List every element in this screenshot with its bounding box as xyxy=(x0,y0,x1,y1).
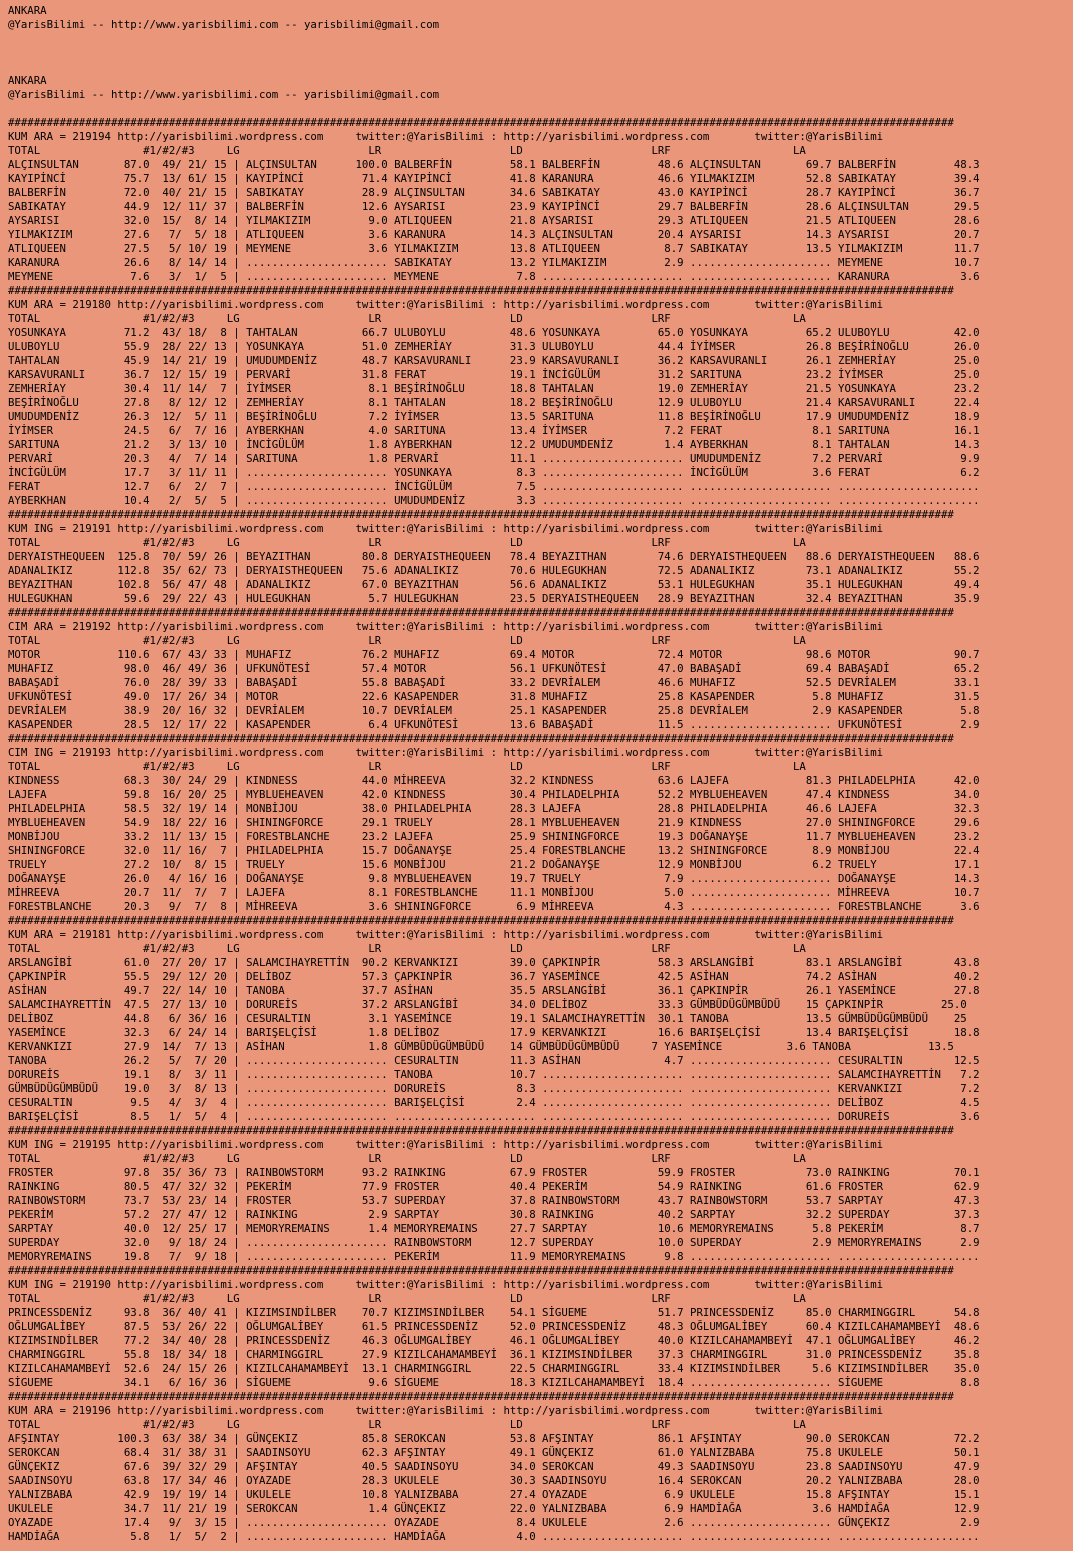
text-line: BABAŞADİ 76.0 28/ 39/ 33 | BABAŞADİ 55.8 BABAŞADİ 33.2 DEVRİALEM 46.6 MUHAFIZ 52.5 DEVRİALEM 33.1 xyxy=(8,676,980,689)
text-line: TANOBA 26.2 5/ 7/ 20 | ...................... CESURALTIN 11.3 ASİHAN 4.7 ...................... CESURALTIN 12.5 xyxy=(8,1054,980,1067)
text-line: DELİBOZ 44.8 6/ 36/ 16 | CESURALTIN 3.1 YASEMİNCE 19.1 SALAMCIHAYRETTİN 30.1 TANOBA 13.5 GÜMBÜDÜGÜMBÜDÜ 25 xyxy=(8,1012,967,1025)
text-line: KERVANKIZI 27.9 14/ 7/ 13 | ASİHAN 1.8 GÜMBÜDÜGÜMBÜDÜ 14 GÜMBÜDÜGÜMBÜDÜ 7 YASEMİNCE 3.6 TANOBA 13.5 xyxy=(8,1040,954,1053)
column-header-line: TOTAL #1/#2/#3 LG LR LD LRF LA xyxy=(8,536,806,549)
text-line: KASAPENDER 28.5 12/ 17/ 22 | KASAPENDER 6.4 UFKUNÖTESİ 13.6 BABAŞADİ 11.5 ...................... UFKUNÖTESİ 2.9 xyxy=(8,718,980,731)
text-line: ADANALIKIZ 112.8 35/ 62/ 73 | DERYAISTHEQUEEN 75.6 ADANALIKIZ 70.6 HULEGUKHAN 72.5 ADANALIKIZ 73.1 ADANALIKIZ 55.2 xyxy=(8,564,980,577)
text-line: ULUBOYLU 55.9 28/ 22/ 13 | YOSUNKAYA 51.0 ZEMHERİAY 31.3 ULUBOYLU 44.4 İYİMSER 26.8 BEŞİRİNOĞLU 26.0 xyxy=(8,340,980,353)
text-line: AYSARISI 32.0 15/ 8/ 14 | YILMAKIZIM 9.0 ATLIQUEEN 21.8 AYSARISI 29.3 ATLIQUEEN 21.5 ATLIQUEEN 28.6 xyxy=(8,214,980,227)
column-header-line: TOTAL #1/#2/#3 LG LR LD LRF LA xyxy=(8,1292,806,1305)
race-header-line: CIM ARA = 219192 http://yarisbilimi.wordpress.com twitter:@YarisBilimi : http://yarisbilimi.wordpress.com twitter:@YarisBilimi xyxy=(8,620,884,633)
race-header-line: KUM ARA = 219181 http://yarisbilimi.wordpress.com twitter:@YarisBilimi : http://yarisbilimi.wordpress.com twitter:@YarisBilimi xyxy=(8,928,884,941)
text-line: MUHAFIZ 98.0 46/ 49/ 36 | UFKUNÖTESİ 57.4 MOTOR 56.1 UFKUNÖTESİ 47.0 BABAŞADİ 69.4 BABAŞADİ 65.2 xyxy=(8,662,980,675)
text-line: YALNIZBABA 42.9 19/ 19/ 14 | UKULELE 10.8 YALNIZBABA 27.4 OYAZADE 6.9 UKULELE 15.8 AFŞINTAY 15.1 xyxy=(8,1488,980,1501)
text-line: ANKARA xyxy=(8,74,47,87)
text-line: UFKUNÖTESİ 49.0 17/ 26/ 34 | MOTOR 22.6 KASAPENDER 31.8 MUHAFIZ 25.8 KASAPENDER 5.8 MUHAFIZ 31.5 xyxy=(8,690,980,703)
text-line: DEVRİALEM 38.9 20/ 16/ 32 | DEVRİALEM 10.7 DEVRİALEM 25.1 KASAPENDER 25.8 DEVRİALEM 2.9 KASAPENDER 5.8 xyxy=(8,704,980,717)
text-line: OĞLUMGALİBEY 87.5 53/ 26/ 22 | OĞLUMGALİBEY 61.5 PRINCESSDENİZ 52.0 PRINCESSDENİZ 48.3 OĞLUMGALİBEY 60.4 KIZILCAHAMAMBEYİ 48.6 xyxy=(8,1320,980,1333)
text-line: UMUDUMDENİZ 26.3 12/ 5/ 11 | BEŞİRİNOĞLU 7.2 İYİMSER 13.5 SARITUNA 11.8 BEŞİRİNOĞLU 17.9 UMUDUMDENİZ 18.9 xyxy=(8,410,980,423)
text-line: HULEGUKHAN 59.6 29/ 22/ 43 | HULEGUKHAN 5.7 HULEGUKHAN 23.5 DERYAISTHEQUEEN 28.9 BEYAZITHAN 32.4 BEYAZITHAN 35.9 xyxy=(8,592,980,605)
text-line: KAYIPİNCİ 75.7 13/ 61/ 15 | KAYIPİNCİ 71.4 KAYIPİNCİ 41.8 KARANURA 46.6 YILMAKIZIM 52.8 SABIKATAY 39.4 xyxy=(8,172,980,185)
text-line: DERYAISTHEQUEEN 125.8 70/ 59/ 26 | BEYAZITHAN 80.8 DERYAISTHEQUEEN 78.4 BEYAZITHAN 74.6 DERYAISTHEQUEEN 88.6 DERYAISTHEQUEEN 88.6 xyxy=(8,550,980,563)
race-header-line: KUM ARA = 219196 http://yarisbilimi.wordpress.com twitter:@YarisBilimi : http://yarisbilimi.wordpress.com twitter:@YarisBilimi xyxy=(8,1404,884,1417)
separator-line: ################################################################################################################################################### xyxy=(8,1124,954,1137)
text-line: SUPERDAY 32.0 9/ 18/ 24 | ...................... RAINBOWSTORM 12.7 SUPERDAY 10.0 SUPERDAY 2.9 MEMORYREMAINS 2.9 xyxy=(8,1236,980,1249)
text-line: SHININGFORCE 32.0 11/ 16/ 7 | PHILADELPHIA 15.7 DOĞANAYŞE 25.4 FORESTBLANCHE 13.2 SHININGFORCE 8.9 MONBİJOU 22.4 xyxy=(8,844,980,857)
text-line: AFŞINTAY 100.3 63/ 38/ 34 | GÜNÇEKIZ 85.8 SEROKCAN 53.8 AFŞINTAY 86.1 AFŞINTAY 90.0 SEROKCAN 72.2 xyxy=(8,1432,980,1445)
text-line: PEKERİM 57.2 27/ 47/ 12 | RAINKING 2.9 SARPTAY 30.8 RAINKING 40.2 SARPTAY 32.2 SUPERDAY 37.3 xyxy=(8,1208,980,1221)
text-line: RAINBOWSTORM 73.7 53/ 23/ 14 | FROSTER 53.7 SUPERDAY 37.8 RAINBOWSTORM 43.7 RAINBOWSTORM 53.7 SARPTAY 47.3 xyxy=(8,1194,980,1207)
text-line: CESURALTIN 9.5 4/ 3/ 4 | ...................... BARIŞELÇİSİ 2.4 ...................... ...................... DELİBOZ 4.5 xyxy=(8,1096,980,1109)
separator-line: ################################################################################################################################################### xyxy=(8,116,954,129)
text-line: @YarisBilimi -- http://www.yarisbilimi.com -- yarisbilimi@gmail.com xyxy=(8,88,440,101)
text-line: YASEMİNCE 32.3 6/ 24/ 14 | BARIŞELÇİSİ 1.8 DELİBOZ 17.9 KERVANKIZI 16.6 BARIŞELÇİSİ 13.4 BARIŞELÇİSİ 18.8 xyxy=(8,1026,980,1039)
text-line: ARSLANGİBİ 61.0 27/ 20/ 17 | SALAMCIHAYRETTİN 90.2 KERVANKIZI 39.0 ÇAPKINPİR 58.3 ARSLANGİBİ 83.1 ARSLANGİBİ 43.8 xyxy=(8,956,980,969)
race-header-line: KUM ARA = 219194 http://yarisbilimi.wordpress.com twitter:@YarisBilimi : http://yarisbilimi.wordpress.com twitter:@YarisBilimi xyxy=(8,130,884,143)
text-line: OYAZADE 17.4 9/ 3/ 15 | ...................... OYAZADE 8.4 UKULELE 2.6 ...................... GÜNÇEKIZ 2.9 xyxy=(8,1516,980,1529)
text-line: YOSUNKAYA 71.2 43/ 18/ 8 | TAHTALAN 66.7 ULUBOYLU 48.6 YOSUNKAYA 65.0 YOSUNKAYA 65.2 ULUBOYLU 42.0 xyxy=(8,326,980,339)
text-line: DOĞANAYŞE 26.0 4/ 16/ 16 | DOĞANAYŞE 9.8 MYBLUEHEAVEN 19.7 TRUELY 7.9 ...................... DOĞANAYŞE 14.3 xyxy=(8,872,980,885)
text-line: AYBERKHAN 10.4 2/ 5/ 5 | ...................... UMUDUMDENİZ 3.3 ...................... ...................... ...................... xyxy=(8,494,980,507)
separator-line: ################################################################################################################################################### xyxy=(8,1264,954,1277)
text-line: MYBLUEHEAVEN 54.9 18/ 22/ 16 | SHININGFORCE 29.1 TRUELY 28.1 MYBLUEHEAVEN 21.9 KINDNESS 27.0 SHININGFORCE 29.6 xyxy=(8,816,980,829)
text-line: FERAT 12.7 6/ 2/ 7 | ...................... İNCİGÜLÜM 7.5 ...................... ...................... ...................... xyxy=(8,480,980,493)
text-line: MOTOR 110.6 67/ 43/ 33 | MUHAFIZ 76.2 MUHAFIZ 69.4 MOTOR 72.4 MOTOR 98.6 MOTOR 90.7 xyxy=(8,648,980,661)
column-header-line: TOTAL #1/#2/#3 LG LR LD LRF LA xyxy=(8,634,806,647)
text-line: KINDNESS 68.3 30/ 24/ 29 | KINDNESS 44.0 MİHREEVA 32.2 KINDNESS 63.6 LAJEFA 81.3 PHILADELPHIA 42.0 xyxy=(8,774,980,787)
column-header-line: TOTAL #1/#2/#3 LG LR LD LRF LA xyxy=(8,312,806,325)
text-line: ÇAPKINPİR 55.5 29/ 12/ 20 | DELİBOZ 57.3 ÇAPKINPİR 36.7 YASEMİNCE 42.5 ASİHAN 74.2 ASİHAN 40.2 xyxy=(8,970,980,983)
text-line: SARPTAY 40.0 12/ 25/ 17 | MEMORYREMAINS 1.4 MEMORYREMAINS 27.7 SARPTAY 10.6 MEMORYREMAINS 5.8 PEKERİM 8.7 xyxy=(8,1222,980,1235)
text-line: @YarisBilimi -- http://www.yarisbilimi.com -- yarisbilimi@gmail.com xyxy=(8,18,440,31)
text-line: GÜMBÜDÜGÜMBÜDÜ 19.0 3/ 8/ 13 | ...................... DORUREİS 8.3 ...................... ...................... KERVANKIZI 7.2 xyxy=(8,1082,980,1095)
separator-line: ################################################################################################################################################### xyxy=(8,1390,954,1403)
text-line: ATLIQUEEN 27.5 5/ 10/ 19 | MEYMENE 3.6 YILMAKIZIM 13.8 ATLIQUEEN 8.7 SABIKATAY 13.5 YILMAKIZIM 11.7 xyxy=(8,242,980,255)
text-line: BALBERFİN 72.0 40/ 21/ 15 | SABIKATAY 28.9 ALÇINSULTAN 34.6 SABIKATAY 43.0 KAYIPİNCİ 28.7 KAYIPİNCİ 36.7 xyxy=(8,186,980,199)
column-header-line: TOTAL #1/#2/#3 LG LR LD LRF LA xyxy=(8,942,806,955)
race-header-line: KUM ING = 219195 http://yarisbilimi.wordpress.com twitter:@YarisBilimi : http://yarisbilimi.wordpress.com twitter:@YarisBilimi xyxy=(8,1138,884,1151)
text-line: İYİMSER 24.5 6/ 7/ 16 | AYBERKHAN 4.0 SARITUNA 13.4 İYİMSER 7.2 FERAT 8.1 SARITUNA 16.1 xyxy=(8,424,980,437)
text-line: İNCİGÜLÜM 17.7 3/ 11/ 11 | ...................... YOSUNKAYA 8.3 ...................... İNCİGÜLÜM 3.6 FERAT 6.2 xyxy=(8,466,980,479)
text-line: SARITUNA 21.2 3/ 13/ 10 | İNCİGÜLÜM 1.8 AYBERKHAN 12.2 UMUDUMDENİZ 1.4 AYBERKHAN 8.1 TAHTALAN 14.3 xyxy=(8,438,980,451)
race-header-line: KUM ING = 219190 http://yarisbilimi.wordpress.com twitter:@YarisBilimi : http://yarisbilimi.wordpress.com twitter:@YarisBilimi xyxy=(8,1278,884,1291)
text-line: SEROKCAN 68.4 31/ 38/ 31 | SAADINSOYU 62.3 AFŞINTAY 49.1 GÜNÇEKIZ 61.0 YALNIZBABA 75.8 UKULELE 50.1 xyxy=(8,1446,980,1459)
text-line: FROSTER 97.8 35/ 36/ 73 | RAINBOWSTORM 93.2 RAINKING 67.9 FROSTER 59.9 FROSTER 73.0 RAINKING 70.1 xyxy=(8,1166,980,1179)
text-line: GÜNÇEKIZ 67.6 39/ 32/ 29 | AFŞINTAY 40.5 SAADINSOYU 34.0 SEROKCAN 49.3 SAADINSOYU 23.8 SAADINSOYU 47.9 xyxy=(8,1460,980,1473)
blank-line xyxy=(8,46,1073,60)
text-line: KIZILCAHAMAMBEYİ 52.6 24/ 15/ 26 | KIZILCAHAMAMBEYİ 13.1 CHARMINGGIRL 22.5 CHARMINGGIRL 33.4 KIZIMSINDİLBER 5.6 KIZIMSINDİLBER 35.0 xyxy=(8,1362,980,1375)
text-line: RAINKING 80.5 47/ 32/ 32 | PEKERİM 77.9 FROSTER 40.4 PEKERİM 54.9 RAINKING 61.6 FROSTER 62.9 xyxy=(8,1180,980,1193)
text-line: SAADINSOYU 63.8 17/ 34/ 46 | OYAZADE 28.3 UKULELE 30.3 SAADINSOYU 16.4 SEROKCAN 20.2 YALNIZBABA 28.0 xyxy=(8,1474,980,1487)
column-header-line: TOTAL #1/#2/#3 LG LR LD LRF LA xyxy=(8,1152,806,1165)
column-header-line: TOTAL #1/#2/#3 LG LR LD LRF LA xyxy=(8,760,806,773)
column-header-line: TOTAL #1/#2/#3 LG LR LD LRF LA xyxy=(8,1418,806,1431)
text-line: DORUREİS 19.1 8/ 3/ 11 | ...................... TANOBA 10.7 ...................... ...................... SALAMCIHAYRETTİN 7.2 xyxy=(8,1068,980,1081)
text-line: LAJEFA 59.8 16/ 20/ 25 | MYBLUEHEAVEN 42.0 KINDNESS 30.4 PHILADELPHIA 52.2 MYBLUEHEAVEN 47.4 KINDNESS 34.0 xyxy=(8,788,980,801)
text-line: YILMAKIZIM 27.6 7/ 5/ 18 | ATLIQUEEN 3.6 KARANURA 14.3 ALÇINSULTAN 20.4 AYSARISI 14.3 AYSARISI 20.7 xyxy=(8,228,980,241)
text-line: MEYMENE 7.6 3/ 1/ 5 | ...................... MEYMENE 7.8 ...................... ...................... KARANURA 3.6 xyxy=(8,270,980,283)
text-line: SABIKATAY 44.9 12/ 11/ 37 | BALBERFİN 12.6 AYSARISI 23.9 KAYIPİNCİ 29.7 BALBERFİN 28.6 ALÇINSULTAN 29.5 xyxy=(8,200,980,213)
separator-line: ################################################################################################################################################### xyxy=(8,508,954,521)
text-line: BEŞİRİNOĞLU 27.8 8/ 12/ 12 | ZEMHERİAY 8.1 TAHTALAN 18.2 BEŞİRİNOĞLU 12.9 ULUBOYLU 21.4 KARSAVURANLI 22.4 xyxy=(8,396,980,409)
text-line: ANKARA xyxy=(8,4,47,17)
race-header-line: KUM ING = 219191 http://yarisbilimi.wordpress.com twitter:@YarisBilimi : http://yarisbilimi.wordpress.com twitter:@YarisBilimi xyxy=(8,522,884,535)
blank-line xyxy=(8,102,1073,116)
separator-line: ################################################################################################################################################### xyxy=(8,914,954,927)
blank-line xyxy=(8,32,1073,46)
column-header-line: TOTAL #1/#2/#3 LG LR LD LRF LA xyxy=(8,144,806,157)
text-line: MEMORYREMAINS 19.8 7/ 9/ 18 | ...................... PEKERİM 11.9 MEMORYREMAINS 9.8 ...................... ...................... xyxy=(8,1250,980,1263)
text-line: FORESTBLANCHE 20.3 9/ 7/ 8 | MİHREEVA 3.6 SHININGFORCE 6.9 MİHREEVA 4.3 ...................... FORESTBLANCHE 3.6 xyxy=(8,900,980,913)
separator-line: ################################################################################################################################################### xyxy=(8,284,954,297)
text-line: ASİHAN 49.7 22/ 14/ 10 | TANOBA 37.7 ASİHAN 35.5 ARSLANGİBİ 36.1 ÇAPKINPİR 26.1 YASEMİNCE 27.8 xyxy=(8,984,980,997)
text-line: SALAMCIHAYRETTİN 47.5 27/ 13/ 10 | DORUREİS 37.2 ARSLANGİBİ 34.0 DELİBOZ 33.3 GÜMBÜDÜGÜMBÜDÜ 15 ÇAPKINPİR 25.0 xyxy=(8,998,967,1011)
text-line: KARANURA 26.6 8/ 14/ 14 | ...................... SABIKATAY 13.2 YILMAKIZIM 2.9 ...................... MEYMENE 10.7 xyxy=(8,256,980,269)
text-line: MİHREEVA 20.7 11/ 7/ 7 | LAJEFA 8.1 FORESTBLANCHE 11.1 MONBİJOU 5.0 ...................... MİHREEVA 10.7 xyxy=(8,886,980,899)
blank-line xyxy=(8,60,1073,74)
text-line: KARSAVURANLI 36.7 12/ 15/ 19 | PERVARİ 31.8 FERAT 19.1 İNCİGÜLÜM 31.2 SARITUNA 23.2 İYİMSER 25.0 xyxy=(8,368,980,381)
text-line: ZEMHERİAY 30.4 11/ 14/ 7 | İYİMSER 8.1 BEŞİRİNOĞLU 18.8 TAHTALAN 19.0 ZEMHERİAY 21.5 YOSUNKAYA 23.2 xyxy=(8,382,980,395)
text-line: TAHTALAN 45.9 14/ 21/ 19 | UMUDUMDENİZ 48.7 KARSAVURANLI 23.9 KARSAVURANLI 36.2 KARSAVURANLI 26.1 ZEMHERİAY 25.0 xyxy=(8,354,980,367)
text-line: HAMDİAĞA 5.8 1/ 5/ 2 | ...................... HAMDİAĞA 4.0 ...................... ...................... ...................... xyxy=(8,1530,980,1543)
separator-line: ################################################################################################################################################### xyxy=(8,606,954,619)
text-line: TRUELY 27.2 10/ 8/ 15 | TRUELY 15.6 MONBİJOU 21.2 DOĞANAYŞE 12.9 MONBİJOU 6.2 TRUELY 17.1 xyxy=(8,858,980,871)
text-line: CHARMINGGIRL 55.8 18/ 34/ 18 | CHARMINGGIRL 27.9 KIZILCAHAMAMBEYİ 36.1 KIZIMSINDİLBER 37.3 CHARMINGGIRL 31.0 PRINCESSDENİZ 35.8 xyxy=(8,1348,980,1361)
text-line: PHILADELPHIA 58.5 32/ 19/ 14 | MONBİJOU 38.0 PHILADELPHIA 28.3 LAJEFA 28.8 PHILADELPHIA 46.6 LAJEFA 32.3 xyxy=(8,802,980,815)
text-line: PERVARİ 20.3 4/ 7/ 14 | SARITUNA 1.8 PERVARİ 11.1 ...................... UMUDUMDENİZ 7.2 PERVARİ 9.9 xyxy=(8,452,980,465)
text-line: BEYAZITHAN 102.8 56/ 47/ 48 | ADANALIKIZ 67.0 BEYAZITHAN 56.6 ADANALIKIZ 53.1 HULEGUKHAN 35.1 HULEGUKHAN 49.4 xyxy=(8,578,980,591)
text-line: ALÇINSULTAN 87.0 49/ 21/ 15 | ALÇINSULTAN 100.0 BALBERFİN 58.1 BALBERFİN 48.6 ALÇINSULTAN 69.7 BALBERFİN 48.3 xyxy=(8,158,980,171)
text-line: SİGUEME 34.1 6/ 16/ 36 | SİGUEME 9.6 SİGUEME 18.3 KIZILCAHAMAMBEYİ 18.4 ...................... SİGUEME 8.8 xyxy=(8,1376,980,1389)
text-line: MONBİJOU 33.2 11/ 13/ 15 | FORESTBLANCHE 23.2 LAJEFA 25.9 SHININGFORCE 19.3 DOĞANAYŞE 11.7 MYBLUEHEAVEN 23.2 xyxy=(8,830,980,843)
text-line: BARIŞELÇİSİ 8.5 1/ 5/ 4 | ...................... ...................... ...................... ...................... DORUREİS 3.6 xyxy=(8,1110,980,1123)
text-line: PRINCESSDENİZ 93.8 36/ 40/ 41 | KIZIMSINDİLBER 70.7 KIZIMSINDİLBER 54.1 SİGUEME 51.7 PRINCESSDENİZ 85.0 CHARMINGGIRL 54.8 xyxy=(8,1306,980,1319)
text-line: UKULELE 34.7 11/ 21/ 19 | SEROKCAN 1.4 GÜNÇEKIZ 22.0 YALNIZBABA 6.9 HAMDİAĞA 3.6 HAMDİAĞA 12.9 xyxy=(8,1502,980,1515)
separator-line: ################################################################################################################################################### xyxy=(8,732,954,745)
race-header-line: CIM ING = 219193 http://yarisbilimi.wordpress.com twitter:@YarisBilimi : http://yarisbilimi.wordpress.com twitter:@YarisBilimi xyxy=(8,746,884,759)
text-line: KIZIMSINDİLBER 77.2 34/ 40/ 28 | PRINCESSDENİZ 46.3 OĞLUMGALİBEY 46.1 OĞLUMGALİBEY 40.0 KIZILCAHAMAMBEYİ 47.1 OĞLUMGALİBEY 46.2 xyxy=(8,1334,980,1347)
race-header-line: KUM ARA = 219180 http://yarisbilimi.wordpress.com twitter:@YarisBilimi : http://yarisbilimi.wordpress.com twitter:@YarisBilimi xyxy=(8,298,884,311)
